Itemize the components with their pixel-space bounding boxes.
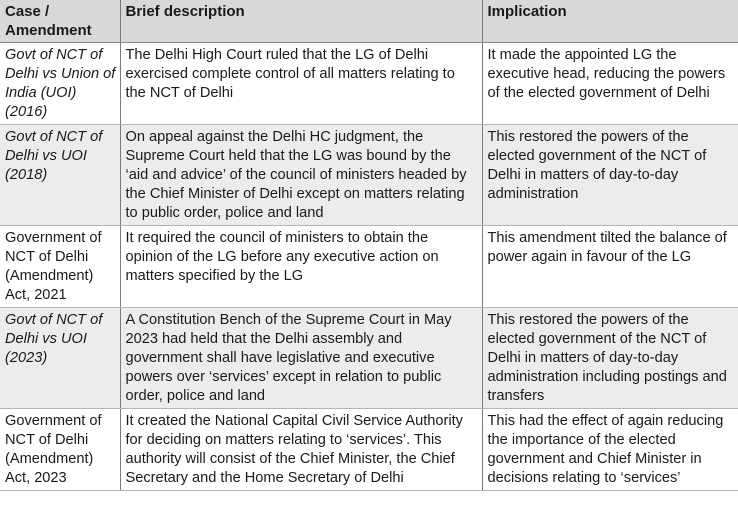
- table-row: [0, 409, 738, 491]
- case-cell: Govt of NCT of Delhi vs UOI (2018): [0, 125, 120, 226]
- header-row: [0, 0, 738, 43]
- case-cell: Government of NCT of Delhi (Amendment) Act, 2023: [0, 409, 120, 491]
- header-description: Brief description: [120, 0, 482, 43]
- table-row: [0, 125, 738, 226]
- table-row: [0, 308, 738, 409]
- implication-cell: This restored the powers of the elected government of the NCT of Delhi in matters of day-to-day administration: [482, 125, 738, 226]
- header-implication: Implication: [482, 0, 738, 43]
- case-cell: Government of NCT of Delhi (Amendment) Act, 2021: [0, 226, 120, 308]
- case-cell: Govt of NCT of Delhi vs Union of India (UOI) (2016): [0, 43, 120, 125]
- implication-cell: This restored the powers of the elected government of the NCT of Delhi in matters of day-to-day administration including postings and transfers: [482, 308, 738, 409]
- case-cell: Govt of NCT of Delhi vs UOI (2023): [0, 308, 120, 409]
- implication-cell: It made the appointed LG the executive head, reducing the powers of the elected government of Delhi: [482, 43, 738, 125]
- description-cell: It created the National Capital Civil Service Authority for deciding on matters relating to ‘services’. This authority will consist of the Chief Minister, the Chief Secretary and the Home Secretary of Delhi: [120, 409, 482, 491]
- table-row: [0, 226, 738, 308]
- header-case: Case / Amendment: [0, 0, 120, 43]
- implication-cell: This amendment tilted the balance of power again in favour of the LG: [482, 226, 738, 308]
- table-row: [0, 43, 738, 125]
- description-cell: It required the council of ministers to obtain the opinion of the LG before any executive action on matters specified by the LG: [120, 226, 482, 308]
- implication-cell: This had the effect of again reducing the importance of the elected government and Chief Minister in decisions relating to ‘services’: [482, 409, 738, 491]
- description-cell: A Constitution Bench of the Supreme Court in May 2023 had held that the Delhi assembly and government shall have legislative and executive powers over ‘services’ except in relation to public order, police and land: [120, 308, 482, 409]
- description-cell: On appeal against the Delhi HC judgment, the Supreme Court held that the LG was bound by the ‘aid and advice’ of the council of ministers headed by the Chief Minister of Delhi except on matters relating to public order, police and land: [120, 125, 482, 226]
- description-cell: The Delhi High Court ruled that the LG of Delhi exercised complete control of all matters relating to the NCT of Delhi: [120, 43, 482, 125]
